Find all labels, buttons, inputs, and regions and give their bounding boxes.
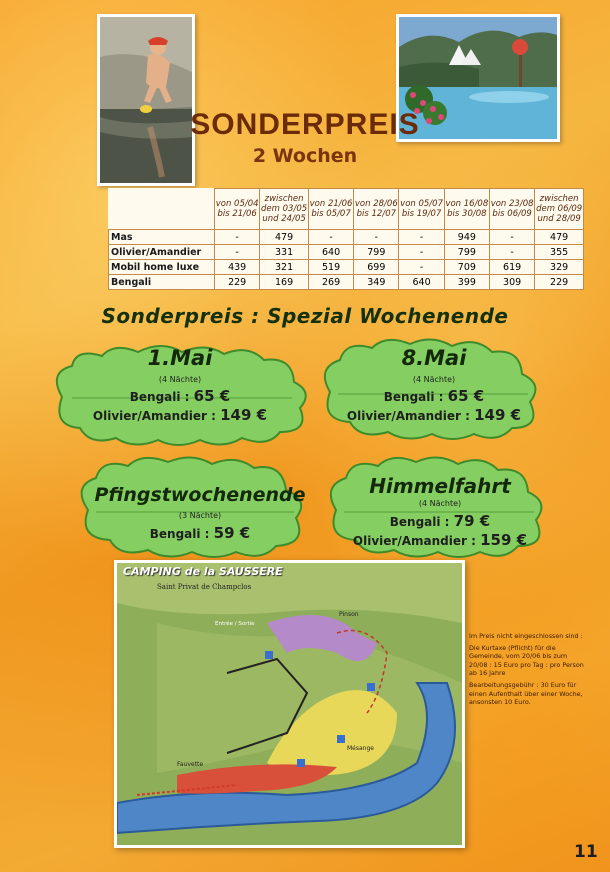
offer-line: Bengali : 79 € (389, 512, 491, 530)
offer-nights: (4 Nächte) (158, 375, 202, 384)
table-cell: 479 (260, 230, 309, 245)
offer-line: Olivier/Amandier : 149 € (92, 406, 268, 424)
column-header: von 05/04 bis 21/06 (215, 189, 260, 230)
column-header: zwischen dem 03/05 und 24/05 (260, 189, 309, 230)
table-row (109, 260, 584, 275)
table-row (109, 230, 584, 245)
table-cell: 640 (308, 245, 353, 260)
offer-title: 1.Mai (147, 346, 213, 370)
table-cell: - (489, 245, 534, 260)
table-header-row (109, 189, 584, 230)
info-paragraph: Bearbeitungsgebühr : 30 Euro für einen Aufenthalt über einer Woche, ansonsten 10 Euro. (469, 680, 583, 707)
table-cell: - (399, 260, 444, 275)
map-label: Mésange (347, 745, 374, 752)
column-header: von 16/08 bis 30/08 (444, 189, 489, 230)
page-number: 11 (574, 842, 598, 862)
campsite-map (114, 560, 465, 848)
leaf-shape (70, 454, 330, 560)
column-header: von 05/07 bis 19/07 (399, 189, 444, 230)
special-weekend-heading: Sonderpreis : Spezial Wochenende (101, 304, 509, 328)
table-cell: 799 (354, 245, 399, 260)
table-cell: 169 (260, 275, 309, 290)
table-cell: 619 (489, 260, 534, 275)
table-cell: 321 (260, 260, 309, 275)
map-subtitle: Saint Privat de Champclos (157, 583, 252, 591)
column-header: von 23/08 bis 06/09 (489, 189, 534, 230)
table-cell: - (215, 230, 260, 245)
offer-leaf-8-mai (316, 334, 552, 444)
table-cell: 329 (535, 260, 584, 275)
offer-line: Olivier/Amandier : 149 € (346, 406, 522, 424)
offer-line: Bengali : 59 € (149, 524, 251, 542)
offer-title: Himmelfahrt (369, 474, 511, 498)
offer-nights: (3 Nächte) (178, 511, 222, 520)
table-cell: 309 (489, 275, 534, 290)
row-label: Mas (109, 230, 215, 245)
offer-leaf-1-mai (42, 342, 318, 448)
map-label: Fauvette (177, 761, 204, 768)
table-cell: 399 (444, 275, 489, 290)
info-paragraph: Die Kurtaxe (Pflicht) für die Gemeinde, vom 20/06 bis zum 20/08 : 15 Euro pro Tag : pro Person ab 16 Jahre (469, 643, 584, 678)
table-cell: - (489, 230, 534, 245)
column-header: von 28/06 bis 12/07 (354, 189, 399, 230)
page-subtitle: 2 Wochen (252, 145, 358, 167)
table-cell: 355 (535, 245, 584, 260)
table-corner (109, 189, 215, 230)
row-label: Bengali (109, 275, 215, 290)
table-cell: 269 (308, 275, 353, 290)
offer-title: 8.Mai (401, 346, 467, 370)
table-cell: - (308, 230, 353, 245)
table-cell: 331 (260, 245, 309, 260)
table-cell: 349 (354, 275, 399, 290)
row-label: Olivier/Amandier (109, 245, 215, 260)
offer-line: Bengali : 65 € (383, 387, 485, 405)
row-label: Mobil home luxe (109, 260, 215, 275)
offer-nights: (4 Nächte) (412, 375, 456, 384)
offer-nights: (4 Nächte) (418, 499, 462, 508)
info-paragraph: Im Preis nicht eingeschlossen sind : (469, 632, 583, 640)
map-label: Pinson (339, 611, 359, 618)
offer-leaf-pfingsten (70, 454, 330, 560)
table-cell: - (399, 245, 444, 260)
table-cell: 799 (444, 245, 489, 260)
map-label: Entrée / Sortie (215, 621, 255, 627)
offer-leaf-himmelfahrt (322, 450, 558, 562)
offer-title: Pfingstwochenende (94, 484, 306, 506)
info-text (469, 632, 587, 710)
map-drawing (117, 563, 462, 845)
table-cell: 229 (215, 275, 260, 290)
map-title: CAMPING de la SAUSSERE (123, 565, 283, 578)
column-header: von 21/06 bis 05/07 (308, 189, 353, 230)
table-cell: 519 (308, 260, 353, 275)
table-cell: 699 (354, 260, 399, 275)
offer-line: Bengali : 65 € (129, 387, 231, 405)
table-row (109, 275, 584, 290)
table-cell: 479 (535, 230, 584, 245)
table-cell: 709 (444, 260, 489, 275)
price-table (108, 188, 584, 290)
table-cell: 640 (399, 275, 444, 290)
table-cell: - (354, 230, 399, 245)
table-cell: 229 (535, 275, 584, 290)
table-cell: - (215, 245, 260, 260)
table-cell: 949 (444, 230, 489, 245)
offer-line: Olivier/Amandier : 159 € (352, 531, 528, 549)
page-title: SONDERPREIS (190, 108, 420, 141)
table-cell: 439 (215, 260, 260, 275)
table-row (109, 245, 584, 260)
table-cell: - (399, 230, 444, 245)
column-header: zwischen dem 06/09 und 28/09 (535, 189, 584, 230)
